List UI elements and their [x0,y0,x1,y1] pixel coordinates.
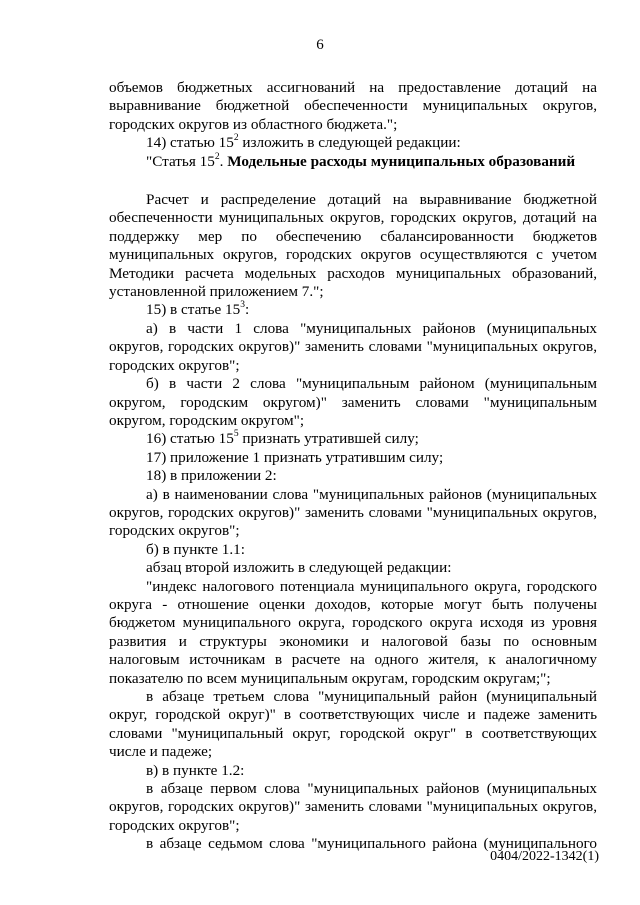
item-18v: в) в пункте 1.2: [146,761,245,779]
paragraph-line: округа - отношение оценки доходов, которые могут быть получены [109,595,597,613]
paragraph-line: в абзаце седьмом слова "муниципального района (муниципального [146,835,597,853]
item-16: 16) статью $15^5$ признать утратившей силу; [146,429,419,448]
paragraph-line: городских округов"; [109,816,240,834]
paragraph-line: а) в части 1 слова "муниципальных районов (муниципальных [146,319,597,337]
paragraph-line: налоговым источникам в расчете на одного жителя, к аналогичному [109,651,597,669]
document-body [109,79,597,854]
paragraph-line: Расчет и распределение дотаций на выравнивание бюджетной [146,191,597,209]
paragraph-line: "индекс налогового потенциала муниципального округа, городского [146,577,597,595]
paragraph-line: словами "муниципальный округ, городской округ" в соответствующих [109,724,597,742]
paragraph-line: городских округов из областного бюджета."; [109,115,398,133]
paragraph-line: абзац второй изложить в следующей редакции: [146,559,452,577]
paragraph-line: б) в части 2 слова "муниципальным районом (муниципальным [146,375,597,393]
document-code: 0404/2022-1342(1) [490,849,599,864]
item-15: 15) в статье $15^3$: [146,300,250,319]
paragraph-line: объемов бюджетных ассигнований на предоставление дотаций на [109,79,597,96]
paragraph-line: округов, городских округов)" заменить словами "муниципальных округов, [109,338,597,356]
paragraph-line: показателю по всем муниципальным округам, городским округам;"; [109,669,551,687]
paragraph-line: городских округов"; [109,356,240,374]
page-number: 6 [316,37,324,53]
paragraph-line: округом, городским округом"; [109,411,305,429]
paragraph-line: городских округов"; [109,522,240,540]
article-title: Модельные расходы муниципальных образований [227,152,576,170]
paragraph-line: выравнивание бюджетной обеспеченности муниципальных округов, [109,97,597,115]
paragraph-line: поддержку мер по обеспечению сбалансированности бюджетов [109,227,597,245]
paragraph-line: а) в наименовании слова "муниципальных районов (муниципальных [146,485,597,503]
paragraph-line: развития и структуры экономики и налоговой базы по основным [109,632,597,650]
paragraph-line: муниципальных округов, городских округов осуществляются с учетом [109,246,597,264]
paragraph-line: округом, городским округом)" заменить словами "муниципальным [109,393,597,411]
item-17: 17) приложение 1 признать утратившим силу; [146,448,444,466]
paragraph-line: в абзаце первом слова "муниципальных районов (муниципальных [146,780,597,798]
paragraph-line: бюджетом муниципального округа, городского округа исходя из уровня [109,614,597,632]
paragraph-line: числе и падеже; [109,743,213,761]
item-18b: б) в пункте 1.1: [146,540,245,558]
paragraph-line: округов, городских округов)" заменить словами "муниципальных округов, [109,798,597,816]
paragraph-line: установленной приложением 7."; [109,283,324,301]
paragraph-line: Методики расчета модельных расходов муниципальных образований, [109,264,597,282]
paragraph-line: округов, городских округов)" заменить словами "муниципальных округов, [109,503,597,521]
article-heading: "Статья $15^2$. Модельные расходы муниципальных образований [146,151,576,170]
item-14: 14) статью $15^2$ изложить в следующей редакции: [146,133,461,152]
paragraph-line: округ, городской округ)" в соответствующих числе и падеже заменить [109,706,597,724]
paragraph-line: в абзаце третьем слова "муниципальный район (муниципальный [146,688,597,705]
item-18: 18) в приложении 2: [146,467,277,485]
paragraph-line: обеспеченности муниципальных округов, городских округов, дотаций на [109,209,597,227]
